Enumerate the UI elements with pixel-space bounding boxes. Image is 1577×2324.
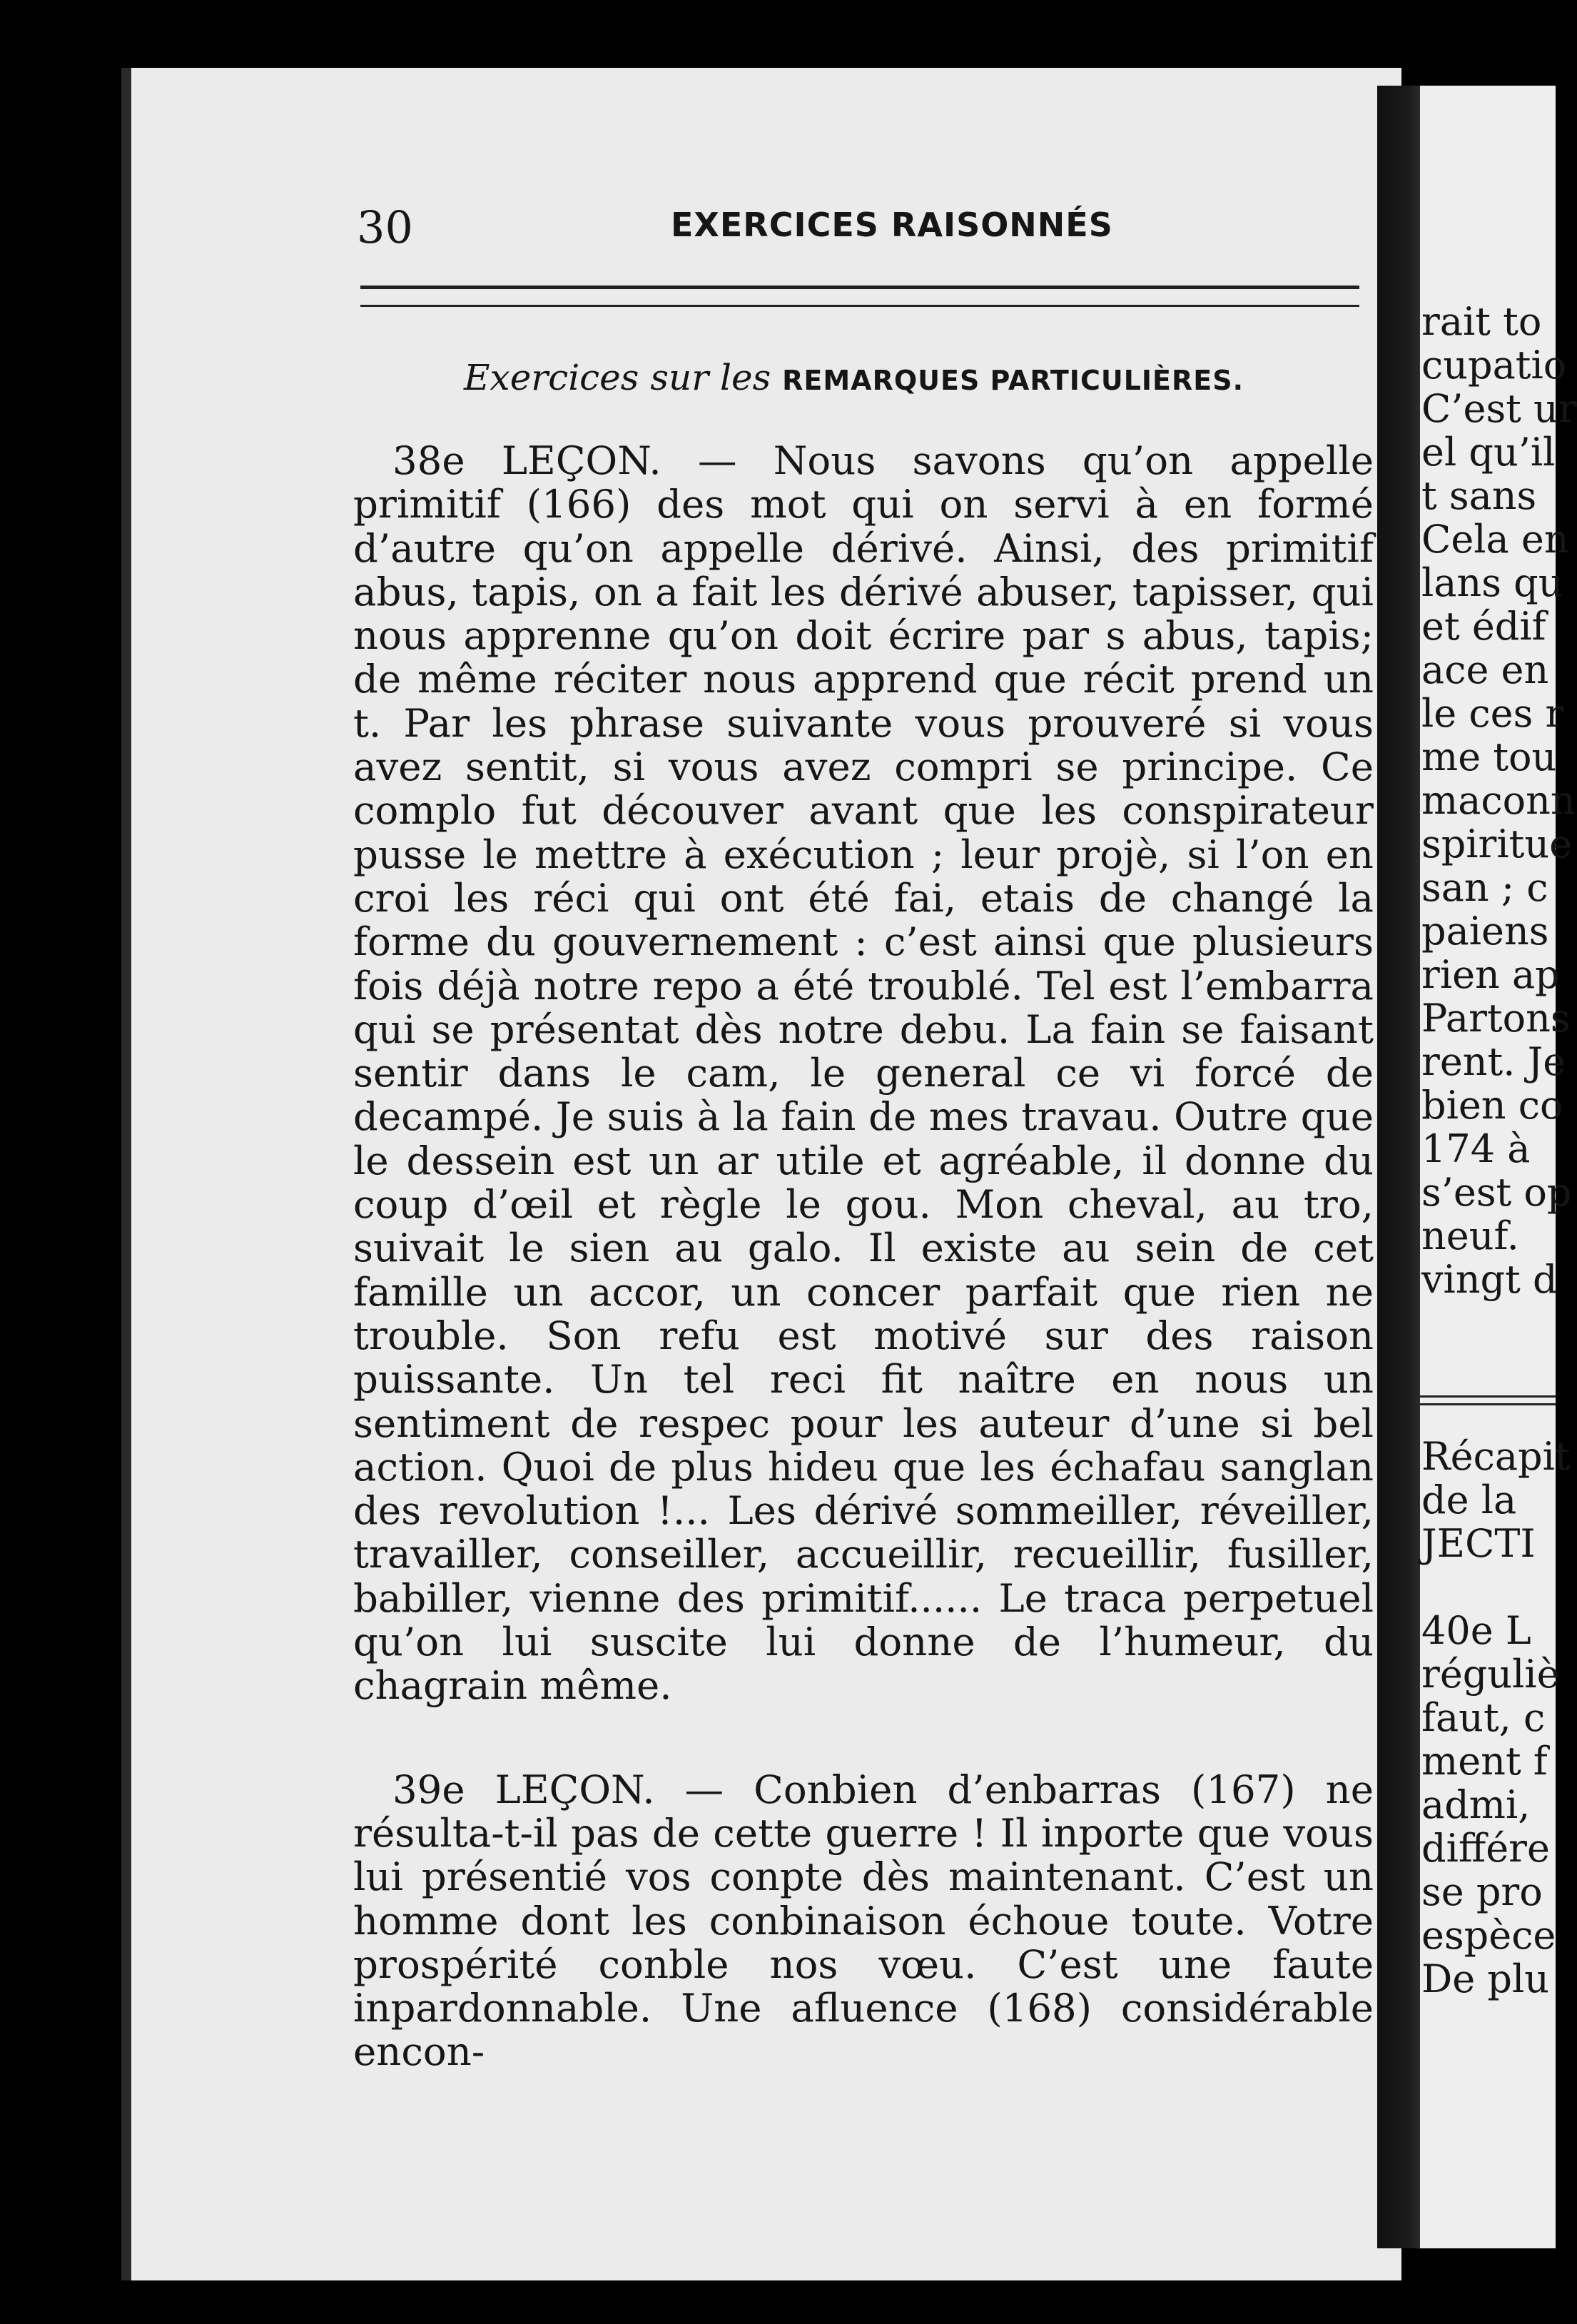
facing-page-line: et édif [1421,604,1546,649]
facing-page-line: de la [1421,1477,1517,1522]
lesson-38-label: 38e LEÇON. — [392,438,737,483]
lesson-38 [353,439,1374,1708]
facing-page-line: De plu [1421,1956,1550,2001]
facing-page-line: san ; c [1421,865,1548,910]
facing-page-line: cupatio [1421,343,1567,388]
facing-page-line: neuf. [1421,1213,1519,1258]
facing-page-line: me tou [1421,734,1557,779]
facing-page-line: JECTI [1421,1521,1536,1566]
facing-page-line: ace en [1421,647,1549,692]
facing-page-line: admi, [1421,1782,1531,1827]
page-number: 30 [357,201,413,253]
facing-page-line: le ces r [1421,691,1564,736]
facing-page-line: ment f [1421,1739,1548,1784]
facing-page-line: maconn [1421,778,1576,823]
facing-page-line: lans qu [1421,560,1563,605]
facing-page-line: 40e L [1421,1608,1531,1653]
main-text [353,439,1374,2074]
facing-page-line: paiens [1421,909,1549,954]
facing-page-line: vingt d [1421,1257,1558,1302]
facing-page-line: espèce [1421,1913,1556,1958]
facing-page-text-top [1421,300,1577,1301]
running-title: EXERCICES RAISONNÉS [671,206,1113,244]
lesson-39-text: Conbien d’enbarras (167) ne résulta-t-il pas de cette guerre ! Il inporte que vous lui présentié vos conpte dès maintenant. C’est un homme dont les conbinaison échoue toute. Votre prospérité conble nos vœu. C’est une faute inpardonnable. Une afluence (168) considérable encon- [353,1766,1374,2075]
facing-page-line: se pro [1421,1869,1543,1914]
facing-page-line: réguliè [1421,1652,1560,1697]
section-title-italic: Exercices sur les [464,357,771,398]
facing-page-rule [1420,1395,1556,1405]
facing-page-line: spiritue [1421,822,1573,867]
facing-page-line: Récapit [1421,1434,1571,1479]
facing-page-line: différe [1421,1826,1550,1871]
section-title-caps: REMARQUES PARTICULIÈRES. [782,365,1244,396]
facing-page-line: faut, c [1421,1695,1546,1740]
facing-page-line: Cela en [1421,517,1569,562]
facing-page-line: Partons [1421,996,1571,1041]
lesson-39 [353,1768,1374,2074]
facing-page-line [1421,1565,1571,1609]
facing-page-line: s’est op [1421,1170,1572,1215]
facing-page-line: el qu’il [1421,430,1556,475]
facing-page-line: rent. Je [1421,1039,1566,1084]
header-rule [360,286,1359,307]
facing-page-line: C’est ur [1421,386,1577,431]
section-title [464,357,1244,398]
facing-page-line: rien ap [1421,952,1560,997]
facing-page-line: t sans [1421,473,1537,518]
lesson-39-label: 39e LEÇON. — [392,1766,724,1812]
facing-page-line: rait to [1421,299,1542,344]
facing-page-text-bottom [1421,1435,1571,2001]
lesson-38-text: Nous savons qu’on appelle primitif (166) des mot qui on servi à en formé d’autre qu’on appelle dérivé. Ainsi, des primitif abus, tapis, on a fait les dérivé abuser, tapisser, qui nous apprenne qu’on doit écrire par s abus, tapis; de même réciter nous apprend que récit prend un t. Par les phrase suivante vous prouveré si vous avez sentit, si vous avez compri se principe. Ce complo fut découver avant que les conspirateur pusse le mettre à exécution ; leur projè, si l’on en croi les réci qui ont été fai, etais de changé la forme du gouvernement : c’est ainsi que plusieurs fois déjà notre repo a été troublé. Tel est l’embarra qui se présentat dès notre debu. La fain se faisant sentir dans le cam, le general ce vi forcé de decampé. Je suis à la fain de mes travau. Outre que le dessein est un ar utile et agréable, il donne du coup d’œil et règle le gou. Mon cheval, au tro, suivait le sien au galo. Il existe au sein de cet famille un accor, un concer parfait que rien ne trouble. Son refu est motivé sur des raison puissante. Un tel reci fit naître en nous un sentiment de respec pour les auteur d’une si bel action. Quoi de plus hideu que les échafau sanglan des revolution !... Les dérivé sommeiller, réveiller, travailler, conseiller, accueillir, recueillir, fusiller, babiller, vienne des primitif...... Le traca perpetuel qu’on lui suscite lui donne de l’humeur, du chagrain même. [353,438,1374,1709]
facing-page-line: 174 à [1421,1126,1531,1171]
facing-page-line: bien co [1421,1083,1563,1128]
